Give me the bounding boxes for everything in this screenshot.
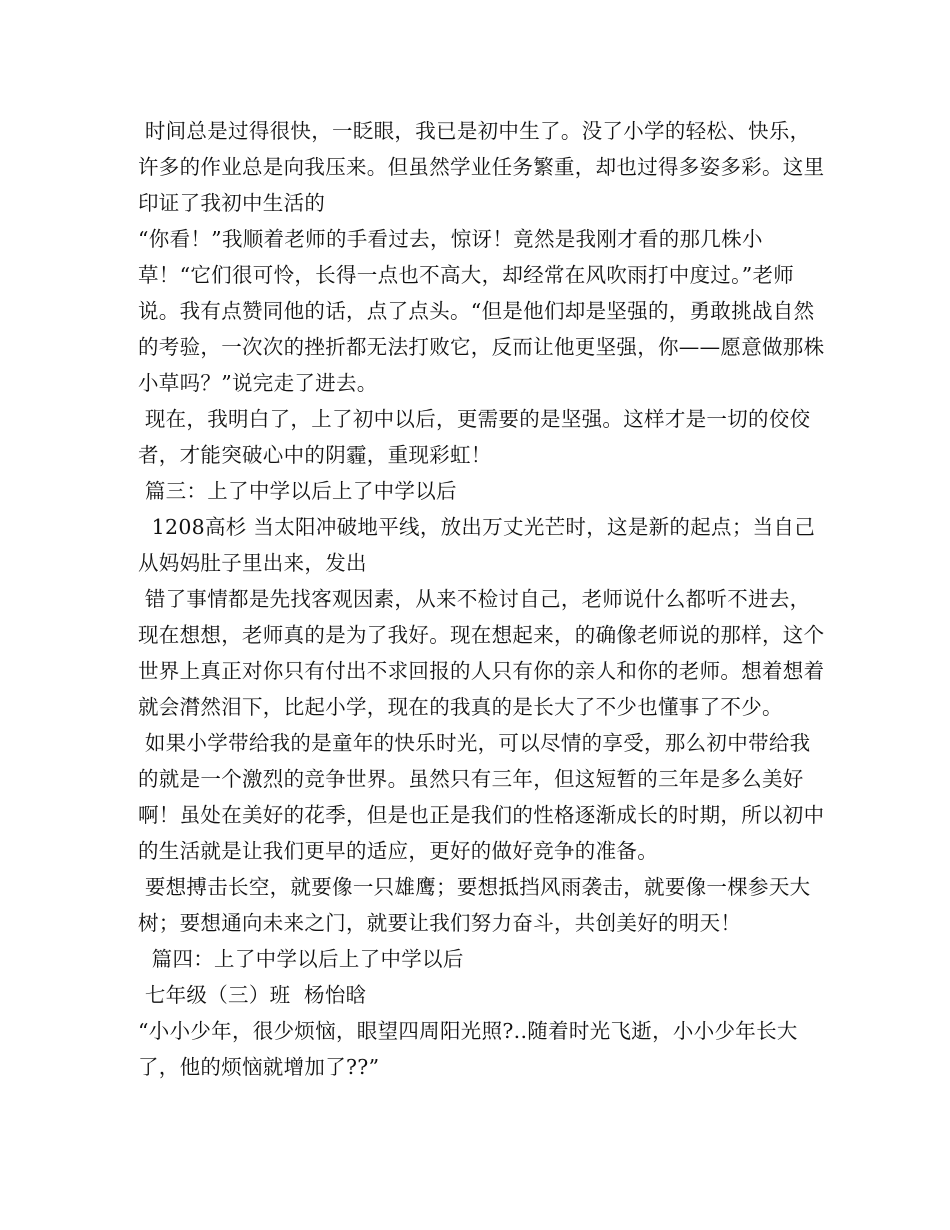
paragraph-author-intro: 1208高杉 当太阳冲破地平线，放出万丈光芒时，这是新的起点；当自己从妈妈肚子里出来，发出 xyxy=(138,515,816,575)
paragraph-reflection: 错了事情都是先找客观因素，从来不检讨自己，老师说什么都听不进去，现在想想，老师真的是为了我好。现在想起来，的确像老师说的那样，这个世界上真正对你只有付出不求回报的人只有你的亲人和你的老师。想着想着就会潸然泪下，比起小学，现在的我真的是长大了不少也懂事了不少。 xyxy=(138,587,825,719)
paragraph-intro: 时间总是过得很快，一眨眼，我已是初中生了。没了小学的轻松、快乐，许多的作业总是向我压来。但虽然学业任务繁重，却也过得多姿多彩。这里印证了我初中生活的 xyxy=(138,119,825,215)
paragraph-teacher-dialogue: “你看！”我顺着老师的手看过去，惊讶！竟然是我刚才看的那几株小草！“它们很可怜，长得一点也不高大，却经常在风吹雨打中度过。”老师说。我有点赞同他的话，点了点头。“但是他们却是坚强的，勇敢挑战自然的考验，一次次的挫折都无法打败它，反而让他更坚强，你——愿意做那株小草吗？”说完走了进去。 xyxy=(138,227,825,395)
paragraph-song-quote: “小小少年，很少烦恼，眼望四周阳光照?..随着时光飞逝，小小少年长大了，他的烦恼就增加了??” xyxy=(138,1019,798,1079)
document-body xyxy=(138,113,828,1085)
paragraph-aspiration: 要想搏击长空，就要像一只雄鹰；要想抵挡风雨袭击，就要像一棵参天大树；要想通向未来之门，就要让我们努力奋斗，共创美好的明天！ xyxy=(138,875,811,935)
section-heading-part-three: 篇三：上了中学以后上了中学以后 xyxy=(138,479,457,503)
paragraph-competition: 如果小学带给我的是童年的快乐时光，可以尽情的享受，那么初中带给我的就是一个激烈的竞争世界。虽然只有三年，但这短暂的三年是多么美好啊！虽处在美好的花季，但是也正是我们的性格逐渐成长的时期，所以初中的生活就是让我们更早的适应，更好的做好竞争的准备。 xyxy=(138,731,825,863)
author-byline: 七年级（三）班 杨怡晗 xyxy=(138,983,367,1007)
paragraph-conclusion: 现在，我明白了，上了初中以后，更需要的是坚强。这样才是一切的佼佼者，才能突破心中的阴霾，重现彩虹！ xyxy=(138,407,811,467)
section-heading-part-four: 篇四：上了中学以后上了中学以后 xyxy=(138,947,464,971)
